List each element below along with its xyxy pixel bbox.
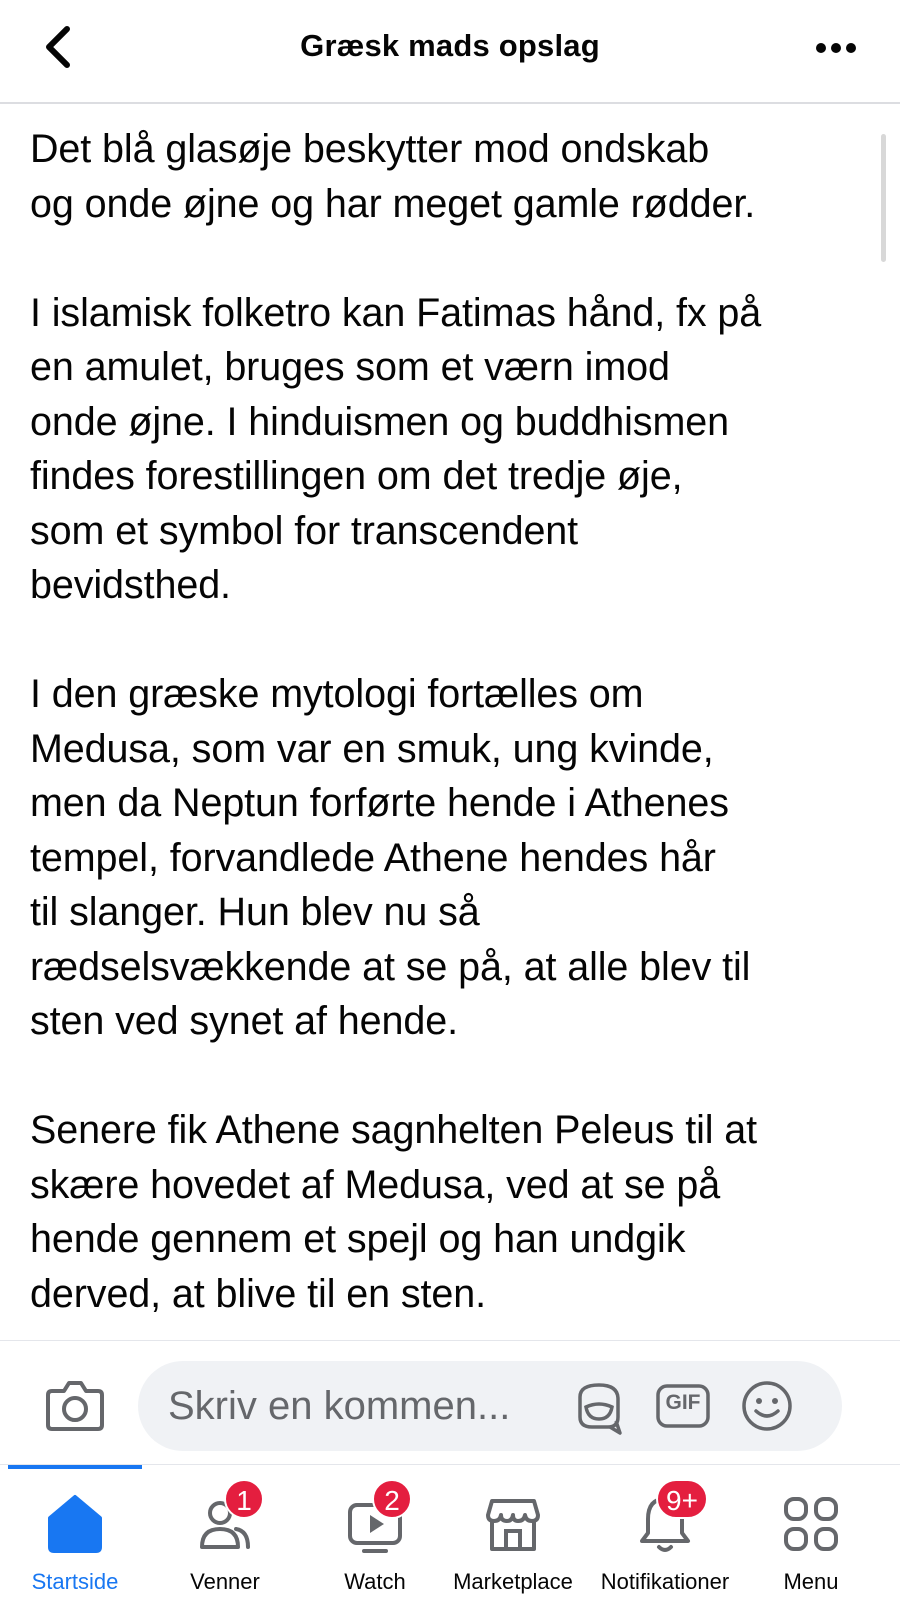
notification-badge: 9+ — [656, 1479, 708, 1519]
post-paragraph: Senere fik Athene sagnhelten Peleus til at skære hovedet af Medusa, ved at se på hende gennem et spejl og han undgik derved, at blive til en sten. — [30, 1108, 758, 1316]
post-paragraph: Det blå glasøje beskytter mod ondskab og onde øjne og har meget gamle rødder. — [30, 127, 756, 226]
home-icon — [42, 1491, 108, 1557]
chevron-left-icon — [43, 25, 73, 69]
nav-label: Menu — [783, 1569, 839, 1594]
camera-icon — [44, 1377, 106, 1433]
more-options-button[interactable] — [806, 26, 866, 70]
scrollbar[interactable] — [881, 134, 886, 262]
camera-button[interactable] — [44, 1377, 106, 1433]
post-text — [30, 122, 870, 1342]
nav-label: Notifikationer — [600, 1569, 730, 1594]
marketplace-icon — [480, 1491, 546, 1557]
comment-input[interactable] — [168, 1361, 578, 1451]
nav-item-menu[interactable] — [736, 1465, 886, 1600]
post-paragraph: I den græske mytologi fortælles om Medusa, som var en smuk, ung kvinde, men da Neptun forførte hende i Athenes tempel, forvandlede Athene hendes hår til slanger. Hun blev nu så rædselsvækkende at se på, at alle blev til sten ved synet af hende. — [30, 672, 751, 1043]
post-paragraph: I islamisk folketro kan Fatimas hånd, fx på en amulet, bruges som et værn imod onde øjne. I hinduismen og buddhismen findes forestillingen om det tredje øje, som et symbol for transcendent bevidsthed. — [30, 290, 762, 607]
page-title: Græsk mads opslag — [300, 28, 600, 63]
nav-label: Watch — [344, 1569, 406, 1594]
back-button[interactable] — [36, 22, 80, 72]
nav-label: Startside — [31, 1569, 119, 1594]
menu-grid-icon — [778, 1491, 844, 1557]
comment-field — [138, 1361, 842, 1451]
more-dots-icon — [816, 42, 856, 54]
nav-label: Marketplace — [453, 1569, 573, 1594]
nav-item-startside[interactable] — [0, 1465, 150, 1600]
notification-badge: 1 — [224, 1479, 264, 1519]
nav-item-notifikationer[interactable] — [590, 1465, 740, 1600]
bottom-navigation — [0, 1464, 900, 1600]
notification-badge: 2 — [372, 1479, 412, 1519]
avatar-sticker-icon[interactable] — [570, 1377, 628, 1435]
top-bar — [0, 0, 900, 104]
comment-composer — [0, 1340, 900, 1464]
nav-label: Venner — [190, 1569, 260, 1594]
emoji-icon[interactable] — [738, 1377, 796, 1435]
gif-button[interactable] — [654, 1377, 712, 1435]
nav-item-venner[interactable] — [150, 1465, 300, 1600]
nav-item-marketplace[interactable] — [438, 1465, 588, 1600]
gif-label: GIF — [665, 1391, 701, 1414]
